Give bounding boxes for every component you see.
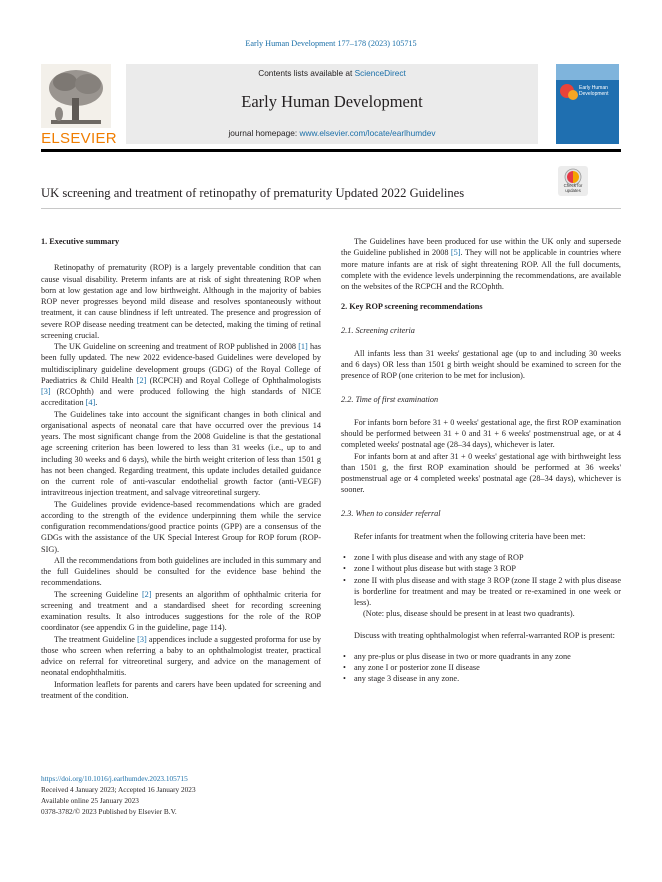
discussion-criteria-list bbox=[341, 651, 621, 685]
paragraph: All the recommendations from both guidelines are included in this summary and the full Guidelines should be consulted for the evidence base behind the recommendations. bbox=[41, 555, 321, 588]
paragraph: Retinopathy of prematurity (ROP) is a largely preventable condition that can cause visual disability. Preterm infants are at risk of sight threatening ROP when born at low gestation age and low birthweight. Although in the majority of babies ROP never progresses beyond mild disease and resolves spontaneously without treatment, it can cause blindness if left untreated. The presence and progression of severe ROP disease needing treatment can be detected, making the timing of retinal screening crucial. bbox=[41, 263, 321, 340]
publisher-logo-text: ELSEVIER bbox=[41, 130, 117, 147]
list-item: • any zone I or posterior zone II disease bbox=[341, 662, 621, 673]
citation-link[interactable]: [1] bbox=[298, 342, 308, 351]
paragraph: For infants born before 31 + 0 weeks' gestational age, the first ROP examination should be performed between 31 + 0 and 31 + 6 weeks' postmenstrual age, or at 4 completed weeks' postnatal age (28–34 days), whichever is later. bbox=[341, 417, 621, 450]
paragraph: The Guidelines provide evidence-based recommendations which are graded according to the strength of the evidence underpinning them while the service configuration recommendations/good practice points (GPP) are a consensus of the GDGs with the assistance of the UK Special Interest Group for ROP forum (ROP-SIG). bbox=[41, 499, 321, 554]
subsection-heading-first-examination: 2.2. Time of first examination bbox=[341, 394, 439, 404]
homepage-prefix: journal homepage: bbox=[228, 128, 300, 138]
list-item: • any pre-plus or plus disease in two or more quadrants in any zone bbox=[341, 651, 621, 662]
journal-cover-image[interactable] bbox=[556, 64, 619, 144]
citation-link[interactable]: [3] bbox=[41, 387, 51, 396]
header-divider bbox=[41, 149, 621, 152]
paragraph: Discuss with treating ophthalmologist when referral-warranted ROP is present: bbox=[354, 630, 615, 640]
right-column bbox=[341, 236, 621, 685]
journal-homepage-link[interactable]: www.elsevier.com/locate/earlhumdev bbox=[299, 128, 436, 138]
available-online-date: Available online 25 January 2023 bbox=[41, 795, 139, 805]
paragraph: For infants born at and after 31 + 0 weeks' gestational age with birthweight less than 1501 g, the first ROP examination should be performed at 36 weeks' postmenstrual age or 4 completed weeks' postnatal age (28–34 days), whichever is sooner. bbox=[341, 451, 621, 495]
cover-band bbox=[556, 64, 619, 80]
subsection-heading-screening-criteria: 2.1. Screening criteria bbox=[341, 325, 415, 335]
subsection-heading-referral: 2.3. When to consider referral bbox=[341, 508, 441, 518]
left-column bbox=[41, 236, 321, 701]
paragraph: All infants less than 31 weeks' gestational age (up to and including 30 weeks and 6 days) OR less than 1501 g birth weight should be examined to screen for the presence of ROP (one criterion to be met for inclusion). bbox=[341, 348, 621, 381]
article-footer bbox=[41, 774, 196, 818]
check-for-updates-label[interactable]: Check for updates bbox=[563, 183, 583, 193]
paragraph: The UK Guideline on screening and treatment of ROP published in 2008 [1] has been fully updated. The new 2022 evidence-based Guidelines were developed by multidisciplinary guideline development groups (GDG) of the Royal College of Paediatrics & Child Health [2] (RCPCH) and Royal College of Ophthalmologists [3] (RCOphth) and were produced following the high standards of NICE accreditation [4]. bbox=[41, 342, 322, 408]
cover-journal-title: Early Human Development bbox=[579, 85, 609, 97]
doi-link[interactable]: https://doi.org/10.1016/j.earlhumdev.2023.105715 bbox=[41, 774, 188, 783]
citation-link[interactable]: [4] bbox=[85, 398, 96, 408]
citation-link[interactable]: [2] bbox=[141, 589, 152, 599]
paragraph: The Guidelines take into account the significant changes in both clinical and organisational aspects of neonatal care that have occurred over the previous 14 years. The most significant change from the 2008 Guideline is that the gestational age screening criterion has been lowered to less than 31 weeks (i.e., up to and including 30 weeks and 6 days), while the birth weight criterion of less than 1501 g has not been changed. Regarding treatment, this update includes detailed guidance on the current role of anti-vascular endothelial growth factor (anti-VEGF) intravitreous injection treatment, and salvage vitreoretinal surgery. bbox=[41, 409, 321, 498]
citation-link[interactable]: [3] bbox=[137, 634, 147, 644]
journal-homepage-line bbox=[126, 128, 538, 138]
journal-reference[interactable]: Early Human Development 177–178 (2023) 105715 bbox=[245, 39, 417, 48]
received-dates: Received 4 January 2023; Accepted 16 January 2023 bbox=[41, 784, 196, 794]
journal-header-box bbox=[126, 64, 538, 144]
list-item: • any stage 3 disease in any zone. bbox=[341, 673, 621, 684]
paragraph: Information leaflets for parents and carers have been updated for screening and treatment of the condition. bbox=[41, 679, 321, 700]
sciencedirect-link[interactable]: ScienceDirect bbox=[354, 68, 406, 78]
paragraph: Refer infants for treatment when the following criteria have been met: bbox=[354, 531, 586, 541]
list-note: (Note: plus, disease should be present in at least two quadrants). bbox=[363, 609, 575, 619]
section-heading-key-recommendations: 2. Key ROP screening recommendations bbox=[341, 302, 483, 312]
referral-criteria-list bbox=[341, 552, 621, 608]
cover-art bbox=[568, 90, 578, 100]
citation-link[interactable]: [5] bbox=[450, 248, 461, 258]
contents-line bbox=[126, 68, 538, 78]
paragraph: The treatment Guideline [3] appendices include a suggested proforma for use by those who screen when referring a baby to an ophthalmologist treater, practical advice on referral for vitreoretinal surgery, and advice on the management of neonatal endophthalmitis. bbox=[41, 634, 321, 678]
list-item: • zone I with plus disease and with any stage of ROP bbox=[341, 552, 621, 563]
paragraph: The screening Guideline [2] presents an algorithm of ophthalmic criteria for screening and treatment and a standardised sheet for recording screening examination results. It also introduces suggestions for the role of the ROP coordinator (see appendix G in the guideline, page 114). bbox=[41, 589, 321, 633]
section-heading-executive-summary: 1. Executive summary bbox=[41, 237, 120, 246]
article-title: UK screening and treatment of retinopathy of prematurity Updated 2022 Guidelines bbox=[41, 186, 465, 200]
paragraph: The Guidelines have been produced for use within the UK only and supersede the Guideline published in 2008 [5]. They will not be applicable in countries where more mature infants are at risk of sight threatening ROP. All the full documents, complete with the evidence levels underpinning the recommendations, are available on the websites of the RCPCH and the RCOphth. bbox=[341, 237, 621, 291]
journal-title: Early Human Development bbox=[241, 92, 423, 111]
copyright-line: 0378-3782/© 2023 Published by Elsevier B.V. bbox=[41, 806, 177, 816]
citation-link[interactable]: [2] bbox=[136, 375, 147, 385]
title-divider bbox=[41, 208, 621, 209]
contents-prefix: Contents lists available at bbox=[258, 68, 355, 78]
list-item: • zone II with plus disease and with stage 3 ROP (zone II stage 2 with plus disease is borderline for treatment and may be treated or re-examined in one week or less). bbox=[341, 575, 621, 609]
list-item: • zone I without plus disease but with stage 3 ROP bbox=[341, 563, 621, 574]
